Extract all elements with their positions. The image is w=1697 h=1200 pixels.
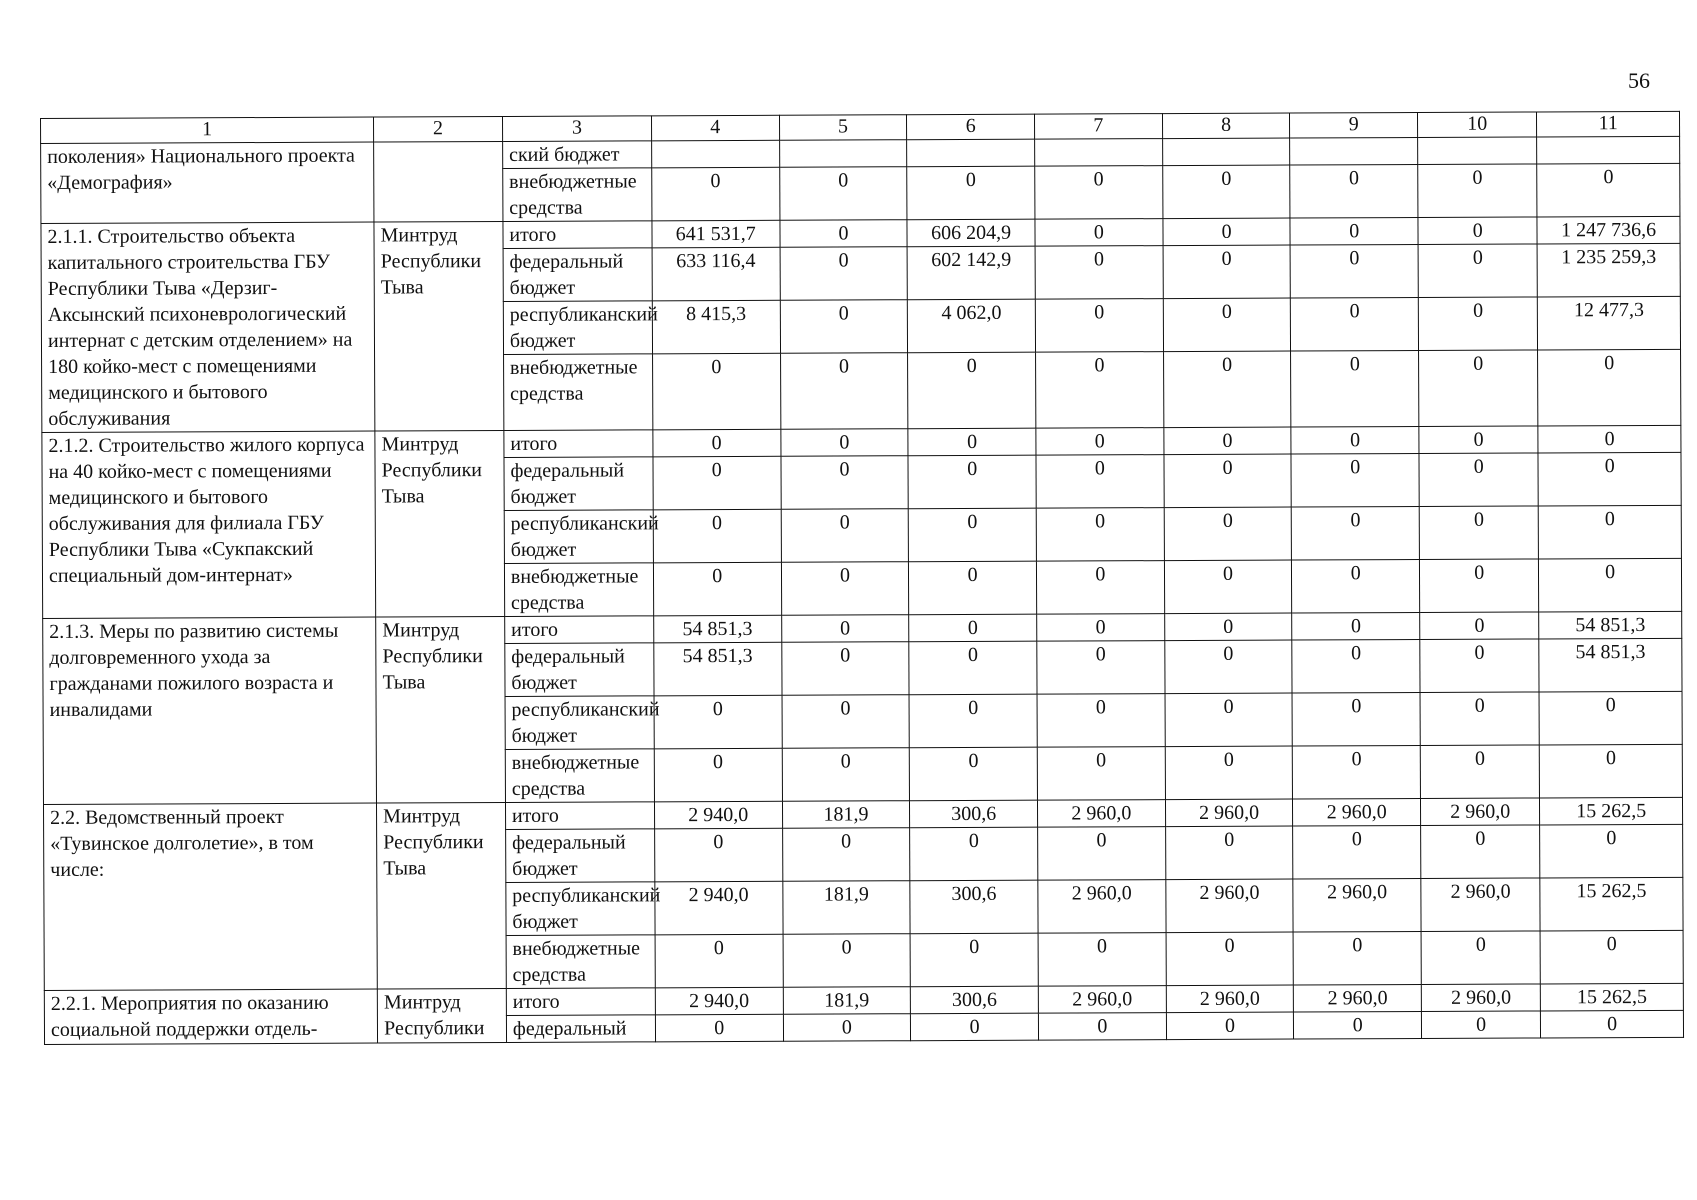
amount-cell: 0: [1539, 691, 1682, 745]
column-header: 6: [907, 114, 1035, 140]
amount-cell: 2 940,0: [654, 801, 782, 829]
amount-cell: 0: [1292, 612, 1420, 640]
amount-cell: 2 960,0: [1293, 798, 1421, 826]
amount-cell: 54 851,3: [1539, 638, 1682, 692]
funding-source: внебюджетные средства: [503, 354, 652, 431]
table-body: [41, 136, 1684, 1044]
amount-cell: 0: [1540, 930, 1683, 984]
amount-cell: 0: [1539, 558, 1682, 612]
column-header: 4: [651, 115, 779, 141]
amount-cell: 0: [1035, 166, 1163, 220]
amount-cell: 0: [1294, 1011, 1422, 1039]
funding-source: федеральный: [506, 1015, 655, 1043]
measure-description: 2.2. Ведомственный проект «Тувинское долголетие», в том числе:: [43, 803, 377, 990]
amount-cell: 0: [1540, 824, 1683, 878]
amount-cell: 0: [1291, 350, 1419, 427]
amount-cell: 0: [1290, 244, 1418, 298]
amount-cell: 0: [783, 1014, 911, 1042]
amount-cell: 0: [1164, 560, 1292, 614]
amount-cell: 0: [1163, 351, 1291, 428]
amount-cell: 0: [1037, 694, 1165, 748]
funding-source: итого: [505, 802, 654, 830]
amount-cell: 0: [1164, 640, 1292, 694]
amount-cell: 0: [1038, 827, 1166, 881]
amount-cell: 0: [654, 748, 782, 802]
amount-cell: 181,9: [782, 801, 910, 829]
column-header: 2: [374, 116, 503, 142]
funding-source: итого: [506, 988, 655, 1016]
amount-cell: 0: [908, 352, 1036, 429]
amount-cell: 8 415,3: [652, 300, 780, 354]
amount-cell: 0: [779, 167, 907, 221]
amount-cell: 2 960,0: [1166, 985, 1294, 1013]
amount-cell: 0: [1541, 1010, 1684, 1038]
amount-cell: 0: [652, 167, 780, 221]
amount-cell: 0: [1291, 453, 1419, 507]
amount-cell: 0: [1165, 826, 1293, 880]
amount-cell: 0: [1538, 425, 1681, 453]
amount-cell: 4 062,0: [908, 299, 1036, 353]
budget-table: [40, 111, 1684, 1045]
amount-cell: 0: [780, 429, 908, 457]
amount-cell: 2 960,0: [1038, 986, 1166, 1014]
column-header: 3: [502, 116, 651, 142]
amount-cell: 0: [1419, 506, 1538, 560]
amount-cell: 0: [1165, 746, 1293, 800]
funding-source: внебюджетные средства: [506, 935, 655, 989]
amount-cell: 0: [1163, 245, 1291, 299]
amount-cell: [651, 140, 779, 168]
amount-cell: 0: [908, 508, 1036, 562]
amount-cell: 54 851,3: [654, 642, 782, 696]
column-header: 11: [1537, 111, 1680, 137]
amount-cell: 0: [655, 934, 783, 988]
amount-cell: 0: [1165, 693, 1293, 747]
amount-cell: 2 960,0: [1421, 798, 1540, 826]
amount-cell: [1537, 136, 1680, 164]
amount-cell: 0: [1420, 559, 1539, 613]
amount-cell: 0: [1419, 453, 1538, 507]
amount-cell: 2 960,0: [1166, 879, 1294, 933]
amount-cell: 54 851,3: [654, 615, 782, 643]
funding-source: республиканский бюджет: [505, 696, 654, 750]
amount-cell: 0: [781, 562, 909, 616]
amount-cell: 0: [1035, 219, 1163, 247]
amount-cell: 0: [910, 827, 1038, 881]
amount-cell: 0: [1420, 692, 1539, 746]
amount-cell: 0: [1038, 1013, 1166, 1041]
amount-cell: 0: [1293, 745, 1421, 799]
amount-cell: 0: [1036, 352, 1164, 429]
amount-cell: 0: [1036, 428, 1164, 456]
amount-cell: 2 960,0: [1421, 878, 1540, 932]
funding-source: итого: [505, 616, 654, 644]
funding-source: республиканский бюджет: [503, 301, 652, 355]
amount-cell: 0: [780, 220, 908, 248]
amount-cell: 0: [1162, 165, 1290, 219]
funding-source: федеральный бюджет: [504, 457, 653, 511]
amount-cell: 0: [782, 695, 910, 749]
column-header: 5: [779, 115, 907, 141]
amount-cell: 0: [1420, 745, 1539, 799]
amount-cell: 0: [1164, 427, 1292, 455]
amount-cell: 0: [1293, 825, 1421, 879]
amount-cell: 641 531,7: [652, 220, 780, 248]
amount-cell: 0: [911, 1013, 1039, 1041]
amount-cell: 0: [1290, 164, 1418, 218]
executor: Минтруд Республики Тыва: [377, 802, 507, 989]
measure-description: 2.2.1. Мероприятия по оказанию социальной поддержки отдель-: [44, 989, 377, 1044]
amount-cell: 0: [1036, 455, 1164, 509]
amount-cell: 633 116,4: [652, 247, 780, 301]
funding-source: ский бюджет: [502, 141, 651, 169]
amount-cell: 1 247 736,6: [1537, 216, 1680, 244]
page-number: 56: [1628, 68, 1650, 93]
amount-cell: 15 262,5: [1540, 797, 1683, 825]
amount-cell: 0: [1418, 164, 1537, 218]
executor: Минтруд Республики: [377, 988, 506, 1043]
amount-cell: 2 940,0: [655, 987, 783, 1015]
amount-cell: 181,9: [783, 987, 911, 1015]
amount-cell: 0: [1166, 932, 1294, 986]
amount-cell: 0: [1421, 931, 1540, 985]
executor: [374, 141, 503, 222]
amount-cell: 606 204,9: [907, 219, 1035, 247]
amount-cell: 0: [1035, 246, 1163, 300]
amount-cell: [1035, 139, 1163, 167]
amount-cell: 300,6: [910, 800, 1038, 828]
amount-cell: 0: [1418, 217, 1537, 245]
funding-source: итого: [504, 430, 653, 458]
amount-cell: 0: [654, 695, 782, 749]
amount-cell: 54 851,3: [1539, 611, 1682, 639]
amount-cell: 0: [908, 455, 1036, 509]
amount-cell: 0: [780, 300, 908, 354]
amount-cell: 0: [1421, 825, 1540, 879]
amount-cell: 0: [1166, 1012, 1294, 1040]
amount-cell: 0: [1419, 350, 1539, 427]
measure-description: поколения» Национального проекта «Демография»: [41, 142, 374, 223]
amount-cell: 0: [1036, 508, 1164, 562]
amount-cell: [907, 139, 1035, 167]
amount-cell: 0: [1036, 561, 1164, 615]
amount-cell: 0: [783, 934, 911, 988]
funding-source: федеральный бюджет: [505, 643, 654, 697]
executor: Минтруд Республики Тыва: [375, 430, 505, 617]
amount-cell: 0: [1420, 612, 1539, 640]
amount-cell: 0: [1420, 639, 1539, 693]
amount-cell: 300,6: [911, 986, 1039, 1014]
funding-source: внебюджетные средства: [505, 749, 654, 803]
funding-source: внебюджетные средства: [504, 563, 653, 617]
amount-cell: 0: [907, 166, 1035, 220]
funding-source: федеральный бюджет: [505, 829, 654, 883]
amount-cell: 0: [1291, 297, 1419, 351]
amount-cell: 0: [653, 456, 781, 510]
amount-cell: 0: [1538, 349, 1681, 426]
amount-cell: 2 940,0: [655, 881, 783, 935]
amount-cell: 0: [1035, 299, 1163, 353]
amount-cell: [1290, 137, 1418, 165]
column-header: 9: [1290, 112, 1418, 138]
funding-source: внебюджетные средства: [503, 168, 652, 222]
amount-cell: 1 235 259,3: [1537, 243, 1680, 297]
amount-cell: 0: [1538, 505, 1681, 559]
amount-cell: 0: [781, 615, 909, 643]
amount-cell: 12 477,3: [1538, 296, 1681, 350]
amount-cell: 0: [782, 748, 910, 802]
column-header: 7: [1034, 114, 1162, 140]
amount-cell: 0: [909, 694, 1037, 748]
funding-source: федеральный бюджет: [503, 248, 652, 302]
amount-cell: 2 960,0: [1421, 984, 1540, 1012]
amount-cell: 0: [1164, 454, 1292, 508]
amount-cell: 0: [908, 428, 1036, 456]
amount-cell: 0: [653, 562, 781, 616]
amount-cell: 0: [1038, 933, 1166, 987]
amount-cell: 0: [781, 642, 909, 696]
amount-cell: 0: [655, 1014, 783, 1042]
funding-source: республиканский бюджет: [506, 882, 655, 936]
amount-cell: 0: [1538, 452, 1681, 506]
funding-source: республиканский бюджет: [504, 510, 653, 564]
amount-cell: [1418, 137, 1537, 165]
amount-cell: 0: [1418, 244, 1537, 298]
amount-cell: 2 960,0: [1037, 800, 1165, 828]
amount-cell: 2 960,0: [1038, 880, 1166, 934]
amount-cell: 0: [1163, 218, 1291, 246]
amount-cell: 0: [652, 353, 780, 430]
amount-cell: 0: [780, 353, 908, 430]
amount-cell: 0: [1292, 559, 1420, 613]
amount-cell: 0: [1292, 506, 1420, 560]
amount-cell: 0: [1537, 163, 1680, 217]
amount-cell: 300,6: [910, 880, 1038, 934]
amount-cell: 0: [653, 509, 781, 563]
amount-cell: 0: [1164, 507, 1292, 561]
amount-cell: 0: [1419, 426, 1538, 454]
amount-cell: 0: [1037, 747, 1165, 801]
column-header: 8: [1162, 113, 1290, 139]
amount-cell: 0: [654, 828, 782, 882]
amount-cell: 0: [1540, 744, 1683, 798]
amount-cell: 0: [1164, 613, 1292, 641]
amount-cell: 0: [653, 429, 781, 457]
amount-cell: 0: [1037, 614, 1165, 642]
amount-cell: 0: [1293, 931, 1421, 985]
amount-cell: 0: [909, 641, 1037, 695]
funding-source: итого: [503, 221, 652, 249]
amount-cell: 0: [1037, 641, 1165, 695]
executor: Минтруд Республики Тыва: [376, 616, 506, 803]
amount-cell: 0: [909, 614, 1037, 642]
amount-cell: 0: [781, 456, 909, 510]
amount-cell: 0: [909, 561, 1037, 615]
amount-cell: 15 262,5: [1540, 877, 1683, 931]
amount-cell: 0: [781, 509, 909, 563]
measure-description: 2.1.3. Меры по развитию системы долговременного ухода за гражданами пожилого возраста и инвалидами: [43, 617, 377, 804]
executor: Минтруд Республики Тыва: [374, 221, 504, 431]
amount-cell: 0: [782, 828, 910, 882]
amount-cell: 0: [1163, 298, 1291, 352]
measure-description: 2.1.2. Строительство жилого корпуса на 40 койко-мест с помещениями медицинского и бытового обслуживания для филиала ГБУ Республики Тыва «Сукпакский специальный дом-интернат»: [42, 431, 376, 618]
amount-cell: 0: [1292, 639, 1420, 693]
amount-cell: 15 262,5: [1541, 983, 1684, 1011]
amount-cell: 0: [910, 747, 1038, 801]
amount-cell: [779, 140, 907, 168]
amount-cell: 0: [1422, 1011, 1541, 1039]
amount-cell: 0: [910, 933, 1038, 987]
amount-cell: 181,9: [782, 881, 910, 935]
measure-description: 2.1.1. Строительство объекта капитального строительства ГБУ Республики Тыва «Дерзиг-Аксынский психоневрологический интернат с детским отделением» на 180 койко-мест с помещениями медицинского и бытового обслуживания: [41, 222, 375, 432]
amount-cell: 2 960,0: [1293, 878, 1421, 932]
amount-cell: 602 142,9: [907, 246, 1035, 300]
column-header: 1: [41, 117, 374, 143]
amount-cell: 0: [780, 247, 908, 301]
amount-cell: 2 960,0: [1294, 984, 1422, 1012]
amount-cell: [1162, 138, 1290, 166]
amount-cell: 0: [1418, 297, 1537, 351]
amount-cell: 0: [1292, 692, 1420, 746]
amount-cell: 2 960,0: [1165, 799, 1293, 827]
amount-cell: 0: [1290, 217, 1418, 245]
amount-cell: 0: [1291, 426, 1419, 454]
column-header: 10: [1418, 112, 1537, 138]
